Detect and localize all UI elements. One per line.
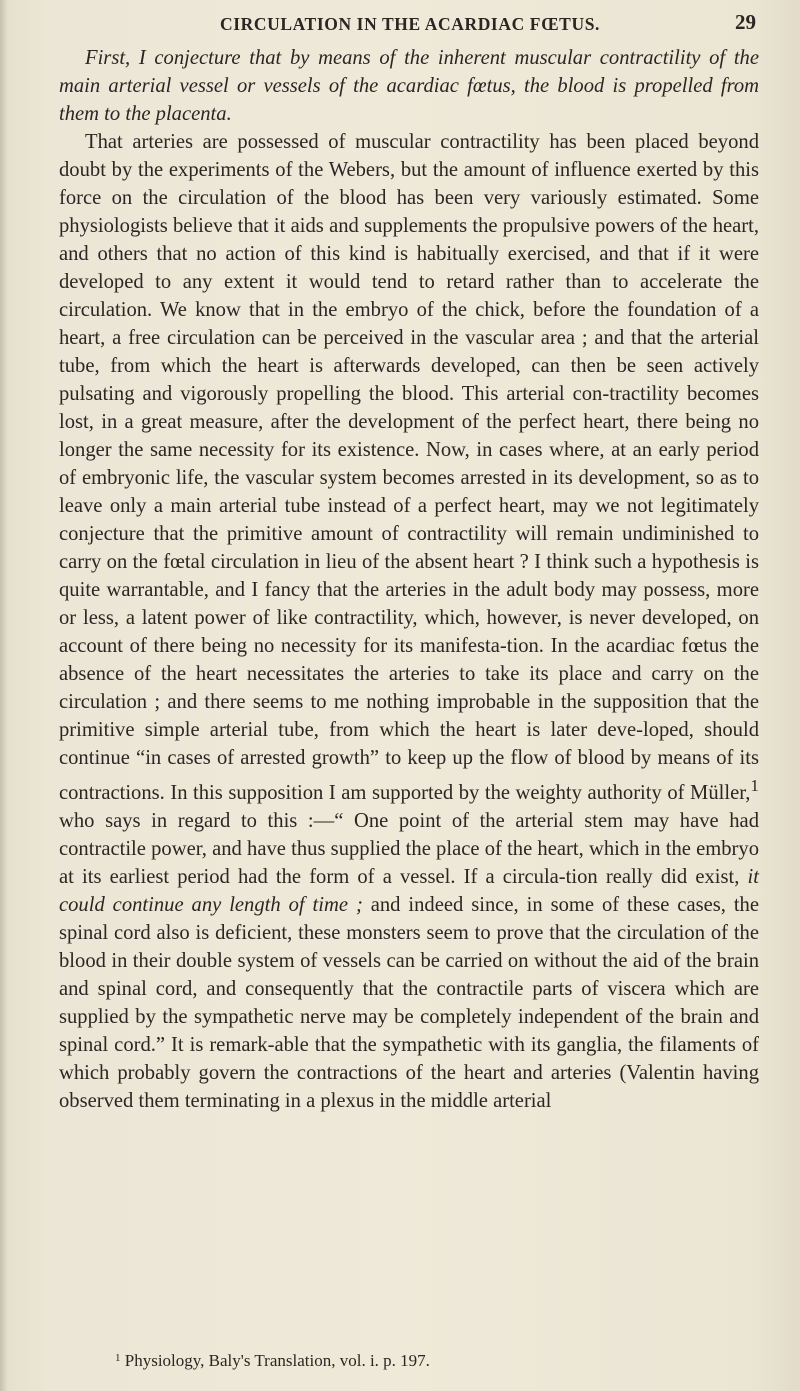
first-conjecture-text: I conjecture that by means of the inherent muscular contractility of the main arterial vessel or vessels of the acardiac fœtus, the blood is propelled from them to the placenta. <box>59 47 759 125</box>
footnote <box>115 1347 430 1372</box>
paragraph-text-a: That arteries are possessed of muscular contractility has been placed beyond doubt by the experiments of the Webers, but the amount of influence exerted by this force on the circulation of the blood has been very variously estimated. Some physiologists believe that it aids and supplements the propulsive powers of the heart, and others that no action of this kind is habitually exercised, and that if it were developed to any extent it would tend to retard rather than to accelerate the circulation. We know that in the embryo of the chick, before the foundation of a heart, a free circulation can be perceived in the vascular area ; and that the arterial tube, from which the heart is afterwards developed, can then be seen actively pulsating and vigorously propelling the blood. This arterial con-tractility becomes lost, in a great measure, after the development of the perfect heart, there being no longer the same necessity for its existence. Now, in cases where, at an early period of embryonic life, the vascular system becomes arrested in its development, so as to leave only a main arterial tube instead of a perfect heart, may we not legitimately conjecture that the primitive amount of contractility will remain undiminished to carry on the fœtal circulation in lieu of the absent heart ? I think such a hypothesis is quite warrantable, and I fancy that the arteries in the adult body may possess, more or less, a latent power of like contractility, which, however, is never developed, on account of there being no necessity for its manifesta-tion. In the acardiac fœtus the absence of the heart necessitates the arteries to take its place and carry on the circulation ; and there seems to me nothing improbable in the supposition that the primitive simple arterial tube, from which the heart is later deve-loped, should continue “in cases of arrested growth” to keep up the flow of blood by means of its contractions. In this supposition I am supported by the weighty authority of Müller, <box>59 131 759 804</box>
footnote-marker: 1 <box>115 1352 121 1364</box>
paragraph-italic-phrase: it could continue any length of time ; <box>59 865 759 916</box>
footnote-text: Physiology, Baly's Translation, vol. i. p. 197. <box>120 1351 430 1370</box>
paragraph-text-b: who says in regard to this :—“ One point of the arterial stem may have had contractile power, and have thus supplied the place of the heart, which in the embryo at its earliest period had the form of a vessel. If a circula-tion really did exist, <box>59 809 759 888</box>
paragraph-text-c: and indeed since, in some of these cases, the spinal cord also is deficient, these monsters seem to prove that the circulation of the blood in their double system of vessels can be carried on without the aid of the brain and spinal cord, and consequently that the contractile parts of viscera which are supplied by the sympathetic nerve may be completely independent of the brain and spinal cord.” It is remark-able that the sympathetic with its ganglia, the filaments of which probably govern the contractions of the heart and arteries (Valentin having observed them terminating in a plexus in the middle arterial <box>59 893 759 1112</box>
paragraph-first-conjecture <box>59 44 759 128</box>
running-head: CIRCULATION IN THE ACARDIAC FŒTUS. <box>219 14 600 34</box>
paragraph-arterial-contractility <box>59 128 759 1115</box>
first-lead: First, <box>85 47 131 69</box>
page-header <box>60 10 760 40</box>
body-text <box>59 44 759 1115</box>
page-number: 29 <box>735 10 756 34</box>
page-gutter-shadow <box>0 0 8 1391</box>
footnote-reference: 1 <box>750 776 759 795</box>
